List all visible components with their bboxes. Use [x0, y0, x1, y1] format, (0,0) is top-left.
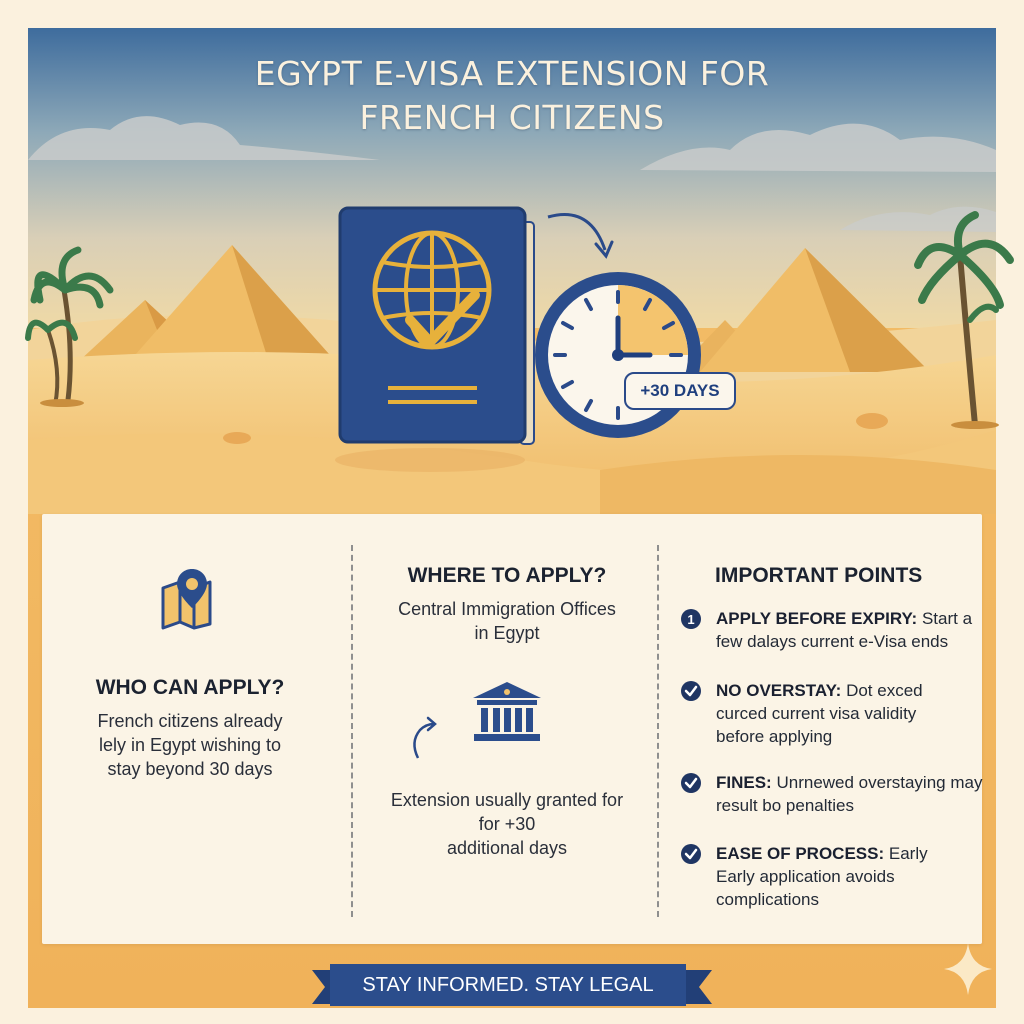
footer-slogan: STAY INFORMED. STAY LEGAL [362, 974, 654, 996]
where-heading: WHERE TO APPLY? [407, 564, 607, 587]
who-heading: WHO CAN APPLY? [95, 676, 285, 699]
number-one-icon [681, 609, 701, 629]
svg-text:1: 1 [687, 612, 695, 627]
days-badge: +30 DAYS [624, 372, 736, 410]
extension-text: Extension usually granted for for +30 additional days [390, 790, 624, 858]
passport-icon [340, 208, 534, 444]
title-line-2: FRENCH CITIZENS [359, 98, 665, 137]
point-ease-of-process: EASE OF PROCESS: Early Early application avoids complications [716, 844, 928, 909]
checkmark-icon [681, 681, 701, 701]
where-text: Central Immigration Offices in Egypt [398, 599, 616, 643]
point-no-overstay: NO OVERSTAY: Dot exced curced current visa validity before applying [716, 681, 923, 746]
page-title [0, 52, 1024, 140]
government-building-icon [470, 680, 544, 744]
map-pin-icon [160, 566, 224, 630]
column-divider-2 [657, 545, 659, 917]
important-heading: IMPORTANT POINTS [715, 564, 923, 587]
title-line-1: EGYPT E-VISA EXTENSION FOR [254, 54, 770, 93]
checkmark-icon [681, 773, 701, 793]
redo-arrow-icon [408, 716, 440, 760]
column-divider-1 [351, 545, 353, 917]
clock-icon [535, 272, 701, 438]
who-text: French citizens already lely in Egypt wishing to stay beyond 30 days [97, 711, 283, 779]
point-fines: FINES: Unrnewed overstaying may result bo penalties [716, 773, 983, 815]
point-apply-before-expiry: APPLY BEFORE EXPIRY: Start a few dalays current e-Visa ends [716, 609, 973, 651]
checkmark-icon [681, 844, 701, 864]
